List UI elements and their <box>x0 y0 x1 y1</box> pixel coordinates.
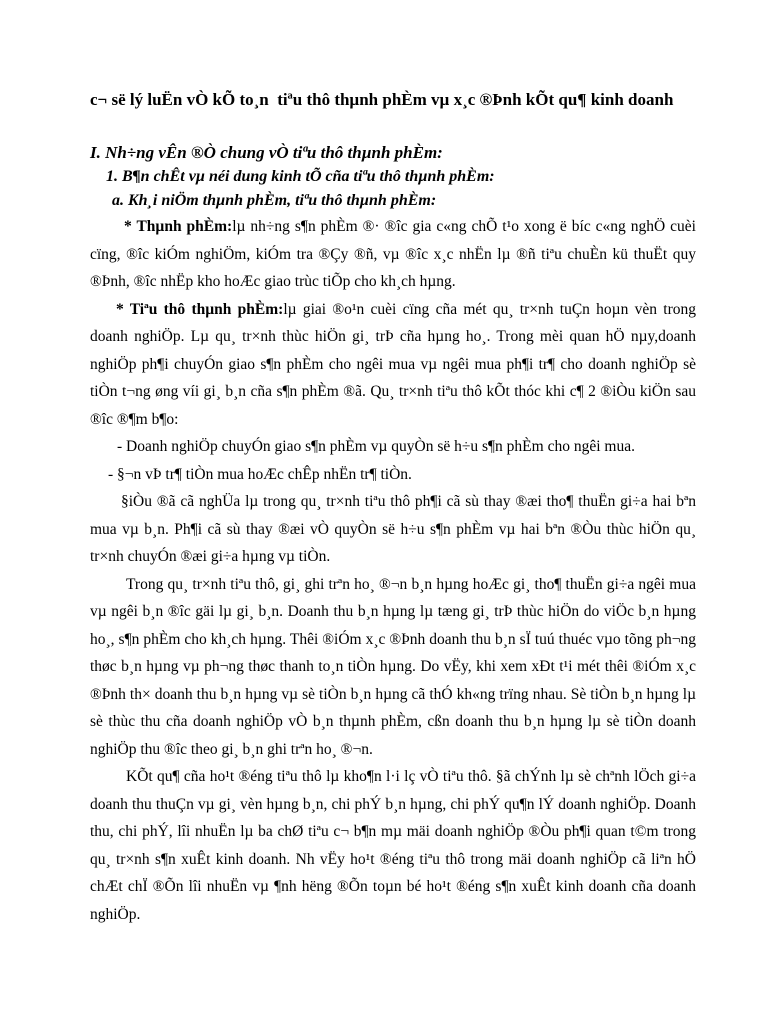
definition-tieu-thu <box>90 296 696 434</box>
paragraph-3: KÕt qu¶ cña ho¹t ®éng tiªu thô lµ kho¶n l·i lç vÒ tiªu thô. §ã chÝnh lµ sè chªnh lÖch gi÷a doanh thu thuÇn vµ gi¸ vèn hµng b¸n, chi phÝ b¸n hµng, chi phÝ qu¶n lÝ doanh nghiÖp. Doanh thu, chi phÝ, lîi nhuËn lµ ba chØ tiªu c¬ b¶n mµ mäi doanh nghiÖp ®Òu ph¶i quan t©m trong qu¸ tr×nh s¶n xuÊt kinh doanh. Nh vËy ho¹t ®éng tiªu thô trong mäi doanh nghiÖp cã liªn hÖ chÆt chÏ ®Õn lîi nhuËn vµ ¶nh hëng ®Õn toµn bé ho¹t ®éng s¶n xuÊt kinh doanh cña doanh nghiÖp. <box>90 768 696 923</box>
bullet-item-2: - §¬n vÞ tr¶ tiÒn mua hoÆc chÊp nhËn tr¶ tiÒn. <box>108 465 412 483</box>
definition-text: lµ giai ®o¹n cuèi cïng cña mét qu¸ tr×nh tuÇn hoµn vèn trong doanh nghiÖp. Lµ qu¸ tr×nh thùc hiÖn gi¸ trÞ cña hµng ho¸. Trong mèi quan hÖ nµy,doanh nghiÖp ph¶i chuyÓn giao s¶n phÈm cho ngêi mua vµ ngêi mua ph¶i tr¶ cho doanh nghiÖp sè tiÒn t¬ng øng víi gi¸ b¸n cña s¶n phÈm ®ã. Qu¸ tr×nh tiªu thô kÕt thóc khi c¶ 2 ®iÒu kiÖn sau ®îc ®¶m b¶o: <box>90 300 697 428</box>
document-title: c¬ së lý luËn vÒ kÕ to¸n tiªu thô thµnh phÈm vµ x¸c ®Þnh kÕt qu¶ kinh doanh <box>90 90 674 109</box>
paragraph-2: Trong qu¸ tr×nh tiªu thô, gi¸ ghi trªn ho¸ ®¬n b¸n hµng hoÆc gi¸ tho¶ thuËn gi÷a ngêi mua vµ ngêi b¸n ®îc gäi lµ gi¸ b¸n. Doanh thu b¸n hµng lµ tæng gi¸ trÞ thùc hiÖn do viÖc b¸n hµng ho¸, s¶n phÈm cho kh¸ch hµng. Thêi ®iÓm x¸c ®Þnh doanh thu b¸n sÏ tuú thuéc vµo tõng ph¬ng thøc b¸n hµng vµ ph¬ng thøc thanh to¸n tiÒn hµng. Do vËy, khi xem xÐt t¹i mét thêi ®iÓm x¸c ®Þnh th× doanh thu b¸n hµng vµ sè tiÒn b¸n hµng cã thÓ kh«ng trïng nhau. Sè tiÒn b¸n hµng lµ sè thùc thu cña doanh nghiÖp vÒ b¸n thµnh phÈm, cßn doanh thu b¸n hµng lµ sè tiÒn doanh nghiÖp thu ®îc theo gi¸ b¸n ghi trªn ho¸ ®¬n. <box>90 575 696 758</box>
paragraph-1: §iÒu ®ã cã nghÜa lµ trong qu¸ tr×nh tiªu thô ph¶i cã sù thay ®æi tho¶ thuËn gi÷a hai bªn mua vµ b¸n. Ph¶i cã sù thay ®æi vÒ quyÒn së h÷u s¶n phÈm vµ hai bªn ®Òu thùc hiÖn qu¸ tr×nh chuyÓn ®æi gi÷a hµng vµ tiÒn. <box>90 493 696 565</box>
definition-term: * Tiªu thô thµnh phÈm: <box>116 300 284 318</box>
bullet-item-1: - Doanh nghiÖp chuyÓn giao s¶n phÈm vµ quyÒn së h÷u s¶n phÈm cho ngêi mua. <box>117 438 635 455</box>
heading-section-1: I. Nh÷ng vÊn ®Ò chung vÒ tiªu thô thµnh phÈm: <box>90 143 443 162</box>
definition-text: lµ nh÷ng s¶n phÈm ®· ®îc gia c«ng chÕ t¹o xong ë bíc c«ng nghÖ cuèi cïng, ®îc kiÓm nghiÖm, kiÓm tra ®Çy ®ñ, vµ ®îc x¸c nhËn lµ ®ñ tiªu chuÈn kü thuËt quy ®Þnh, ®îc nhËp kho hoÆc giao trùc tiÕp cho kh¸ch hµng. <box>90 218 696 290</box>
definition-term: * Thµnh phÈm: <box>124 218 233 235</box>
heading-item-a: a. Kh¸i niÖm thµnh phÈm, tiªu thô thµnh phÈm: <box>112 192 437 209</box>
definition-thanh-pham <box>90 213 696 296</box>
heading-subsection-1: 1. B¶n chÊt vµ néi dung kinh tÕ cña tiªu thô thµnh phÈm: <box>106 168 495 185</box>
